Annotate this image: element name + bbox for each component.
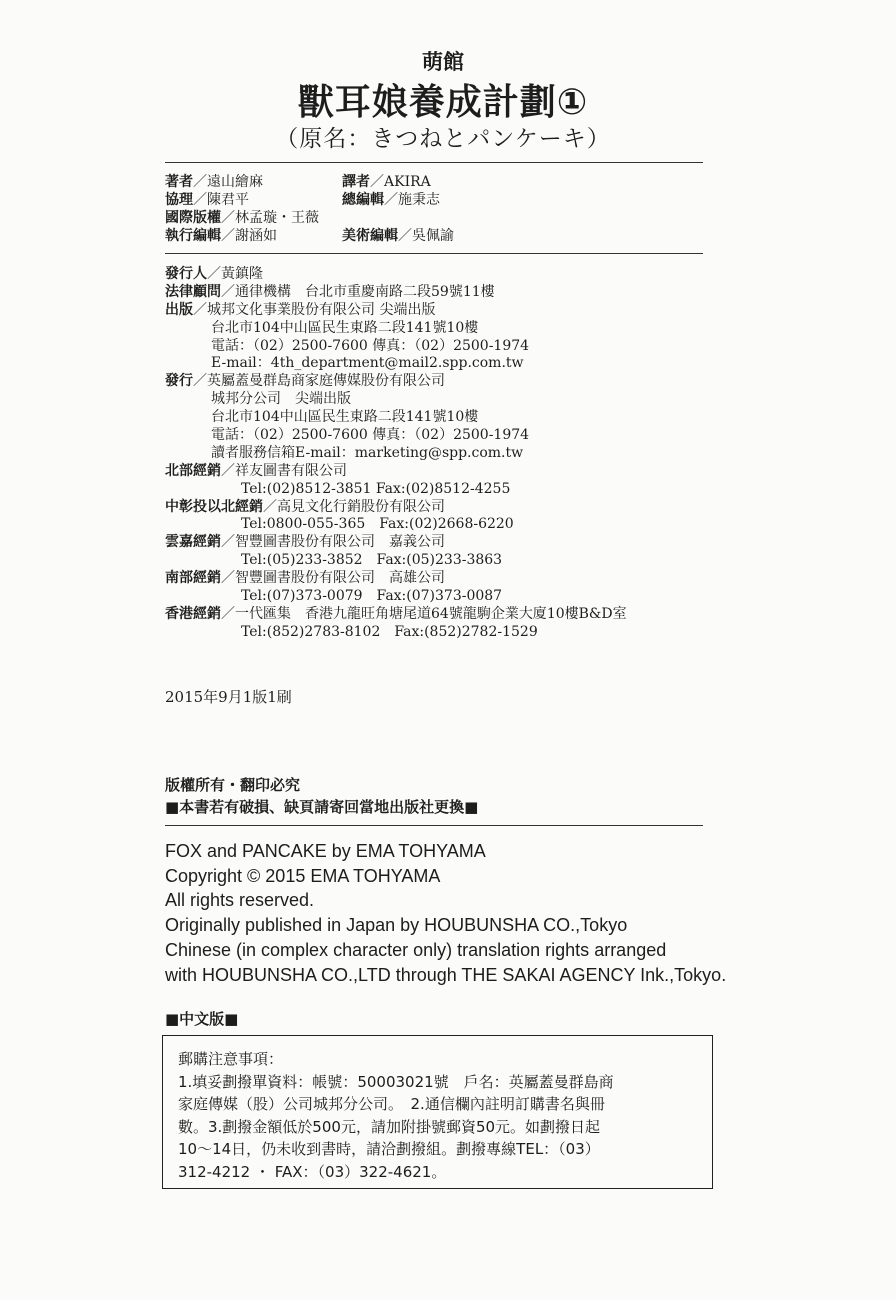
info-text: 祥友圖書有限公司 [235, 462, 347, 479]
info-email: E-mail：4th_department@mail2.spp.com.tw [211, 355, 524, 372]
english-line: Chinese (in complex character only) translation rights arranged [165, 939, 667, 960]
info-label: 雲嘉經銷 [165, 534, 221, 551]
original-title: （原名：きつねとパンケーキ） [275, 126, 611, 152]
info-publisher-person: 發行人／黃鎮隆 [165, 266, 263, 282]
info-contact: Tel:0800-055-365 Fax:(02)2668-6220 [241, 516, 514, 533]
info-label: 南部經銷 [165, 570, 221, 587]
info-text: 英屬蓋曼群島商家庭傳媒股份有限公司 [207, 373, 445, 390]
info-text: 一代匯集 香港九龍旺角塘尾道64號龍駒企業大廈10樓B&D室 [235, 605, 627, 622]
info-central-north-distributor: 中彰投以北經銷／高見文化行銷股份有限公司 [165, 498, 445, 515]
info-north-distributor: 北部經銷／祥友圖書有限公司 [165, 462, 347, 479]
info-label: 出版 [165, 301, 193, 318]
book-title: 獸耳娘養成計劃① [297, 82, 589, 123]
info-text: 城邦文化事業股份有限公司 尖端出版 [207, 301, 436, 318]
credit-label: 國際版權 [165, 210, 221, 226]
credit-label: 執行編輯 [165, 228, 221, 244]
credit-executive-editor: 執行編輯／謝涵如 [165, 228, 277, 244]
credit-label: 譯者 [342, 174, 370, 190]
info-label: 法律顧問 [165, 283, 221, 300]
notice-line: 10～14日，仍未收到書時，請洽劃撥組。劃撥專線TEL：（03） [178, 1140, 600, 1158]
english-line: with HOUBUNSHA CO.,LTD through THE SAKAI AGENCY Ink.,Tokyo. [165, 964, 727, 985]
info-text: 黃鎮隆 [221, 266, 263, 282]
info-label: 發行人 [165, 266, 207, 282]
info-contact: Tel:(02)8512-3851 Fax:(02)8512-4255 [241, 480, 511, 497]
info-south-distributor: 南部經銷／智豐圖書股份有限公司 高雄公司 [165, 570, 445, 587]
credit-label: 美術編輯 [342, 228, 398, 244]
chinese-version-label: ■中文版■ [165, 1010, 239, 1028]
credit-value: AKIRA [384, 174, 431, 190]
notice-line: 312-4212 ・ FAX：（03）322-4621。 [178, 1162, 447, 1181]
info-text: 智豐圖書股份有限公司 嘉義公司 [235, 534, 445, 551]
divider-rights [165, 825, 703, 826]
info-phone: 電話：（02）2500-7600 傳真：（02）2500-1974 [211, 427, 530, 444]
english-line: Originally published in Japan by HOUBUNSHA CO.,Tokyo [165, 915, 628, 936]
notice-line: 數。3.劃撥金額低於500元，請加附掛號郵資50元。如劃撥日起 [178, 1117, 601, 1136]
rights-notice [165, 774, 478, 818]
notice-heading: 郵購注意事項： [178, 1050, 284, 1068]
info-label: 中彰投以北經銷 [165, 498, 263, 515]
credit-editor-in-chief: 總編輯／施秉志 [342, 192, 440, 208]
info-branch: 城邦分公司 尖端出版 [211, 391, 351, 408]
info-contact: Tel:(852)2783-8102 Fax:(852)2782-1529 [241, 623, 538, 640]
credit-value: 謝涵如 [235, 228, 277, 244]
info-label: 發行 [165, 373, 193, 390]
info-address: 台北市104中山區民生東路二段141號10樓 [211, 319, 479, 336]
notice-line: 1.填妥劃撥單資料：帳號：50003021號 戶名：英屬蓋曼群島商 [178, 1072, 614, 1091]
info-reader-email: 讀者服務信箱E-mail：marketing@spp.com.tw [211, 444, 524, 461]
copyright-line: 版權所有・翻印必究 [165, 776, 301, 794]
info-contact: Tel:(05)233-3852 Fax:(05)233-3863 [241, 552, 503, 569]
info-legal-counsel: 法律顧問／通律機構 台北市重慶南路二段59號11樓 [165, 283, 495, 300]
info-hongkong-distributor: 香港經銷／一代匯集 香港九龍旺角塘尾道64號龍駒企業大廈10樓B&D室 [165, 605, 627, 622]
info-address: 台北市104中山區民生東路二段141號10樓 [211, 409, 479, 426]
credit-value: 林孟璇・王薇 [235, 210, 319, 226]
english-copyright [165, 839, 726, 987]
mail-order-notice-box [162, 1035, 713, 1189]
english-line: Copyright © 2015 EMA TOHYAMA [165, 865, 441, 886]
english-line: FOX and PANCAKE by EMA TOHYAMA [165, 841, 486, 861]
credit-value: 施秉志 [398, 192, 440, 208]
notice-line: 家庭傳媒（股）公司城邦分公司。 2.通信欄內註明訂購書名與冊 [178, 1095, 605, 1113]
info-publishing: 出版／城邦文化事業股份有限公司 尖端出版 [165, 301, 436, 318]
credit-translator: 譯者／AKIRA [342, 174, 431, 190]
damage-return-line: ■本書若有破損、缺頁請寄回當地出版社更換■ [165, 798, 479, 816]
english-line: All rights reserved. [165, 890, 315, 911]
info-chiayi-distributor: 雲嘉經銷／智豐圖書股份有限公司 嘉義公司 [165, 534, 445, 551]
info-contact: Tel:(07)373-0079 Fax:(07)373-0087 [241, 588, 503, 605]
info-distribution: 發行／英屬蓋曼群島商家庭傳媒股份有限公司 [165, 373, 445, 390]
info-text: 智豐圖書股份有限公司 高雄公司 [235, 570, 445, 587]
edition-date: 2015年9月1版1刷 [165, 688, 292, 706]
info-text: 通律機構 台北市重慶南路二段59號11樓 [235, 283, 495, 300]
credit-manager: 協理／陳君平 [165, 192, 249, 208]
info-text: 高見文化行銷股份有限公司 [277, 498, 445, 515]
credit-international-rights: 國際版權／林孟璇・王薇 [165, 210, 319, 226]
divider-top [165, 162, 703, 163]
credit-value: 遠山繪麻 [207, 174, 263, 190]
publishing-info [165, 266, 627, 642]
divider-credits [165, 253, 703, 254]
publisher-name: 萌館 [422, 50, 464, 74]
info-phone: 電話：（02）2500-7600 傳真：（02）2500-1974 [211, 337, 530, 354]
info-label: 北部經銷 [165, 462, 221, 479]
credit-label: 總編輯 [342, 192, 384, 208]
credit-value: 陳君平 [207, 192, 249, 208]
credit-art-editor: 美術編輯／吳佩諭 [342, 228, 454, 244]
credit-label: 協理 [165, 192, 193, 208]
credit-value: 吳佩諭 [412, 228, 454, 244]
credit-author: 著者／遠山繪麻 [165, 174, 263, 190]
info-label: 香港經銷 [165, 605, 221, 622]
credit-label: 著者 [165, 174, 193, 190]
